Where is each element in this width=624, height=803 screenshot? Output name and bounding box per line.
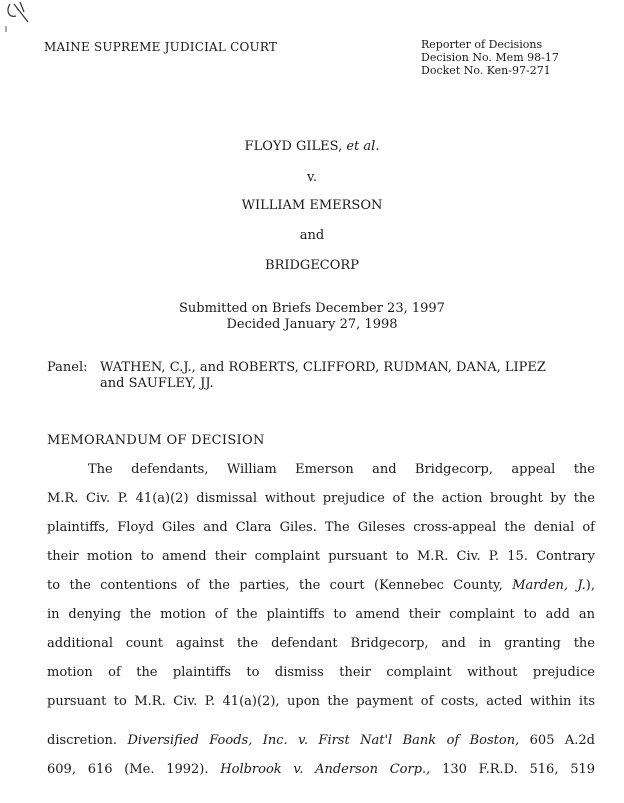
docket-number: Docket No. Ken-97-271 xyxy=(421,64,551,77)
panel-label: Panel: xyxy=(47,360,88,375)
panel-line-1: WATHEN, C.J., and ROBERTS, CLIFFORD, RUDMAN, DANA, LIPEZ xyxy=(100,360,546,375)
citation-reporter-1: 605 A.2d xyxy=(529,733,595,748)
body-line-10-start: discretion. xyxy=(47,733,118,748)
plaintiff-suffix: et al. xyxy=(346,139,380,154)
reporter-block xyxy=(421,38,559,77)
body-line-5-text: to the contentions of the parties, the court (Kennebec County, xyxy=(47,578,503,593)
submitted-date: Submitted on Briefs December 23, 1997 xyxy=(179,301,445,316)
body-line-11 xyxy=(47,762,595,777)
and-connector: and xyxy=(299,228,325,243)
reporter-label: Reporter of Decisions xyxy=(421,38,543,51)
body-line-6: in denying the motion of the plaintiffs to amend their complaint to add an xyxy=(47,607,595,622)
citation-pin-1: 609, 616 (Me. 1992). xyxy=(47,762,209,777)
citation-reporter-2: 130 F.R.D. 516, 519 xyxy=(442,762,596,777)
panel-members xyxy=(100,360,580,392)
body-line-4: their motion to amend their complaint pursuant to M.R. Civ. P. 15. Contrary xyxy=(47,549,595,564)
court-name: MAINE SUPREME JUDICIAL COURT xyxy=(44,40,278,54)
decided-date: Decided January 27, 1998 xyxy=(226,317,398,332)
body-line-8: motion of the plaintiffs to dismiss their complaint without prejudice xyxy=(47,665,595,680)
handwritten-mark xyxy=(2,0,42,40)
body-line-3: plaintiffs, Floyd Giles and Clara Giles. The Gileses cross-appeal the denial of xyxy=(47,520,595,535)
body-line-5 xyxy=(47,578,595,593)
decision-number: Decision No. Mem 98-17 xyxy=(421,51,559,64)
plaintiff-caption xyxy=(0,139,624,154)
defendant-2: BRIDGECORP xyxy=(265,258,359,273)
citation-holbrook: Holbrook v. Anderson Corp., xyxy=(220,762,431,777)
body-line-1: The defendants, William Emerson and Bridgecorp, appeal the xyxy=(88,462,595,477)
body-line-5-end: ), xyxy=(585,578,595,593)
memorandum-title: MEMORANDUM OF DECISION xyxy=(47,433,265,448)
plaintiff-name: FLOYD GILES, xyxy=(244,139,343,154)
body-line-2: M.R. Civ. P. 41(a)(2) dismissal without prejudice of the action brought by the xyxy=(47,491,595,506)
body-line-9: pursuant to M.R. Civ. P. 41(a)(2), upon the payment of costs, acted within its xyxy=(47,694,595,709)
panel-line-2: and SAUFLEY, JJ. xyxy=(100,376,214,391)
versus: v. xyxy=(307,170,317,185)
defendant-1: WILLIAM EMERSON xyxy=(241,198,383,213)
judge-name: Marden, J. xyxy=(512,578,586,593)
body-line-10 xyxy=(47,733,595,748)
body-line-7: additional count against the defendant Bridgecorp, and in granting the xyxy=(47,636,595,651)
citation-diversified-foods: Diversified Foods, Inc. v. First Nat'l Bank of Boston, xyxy=(127,733,520,748)
